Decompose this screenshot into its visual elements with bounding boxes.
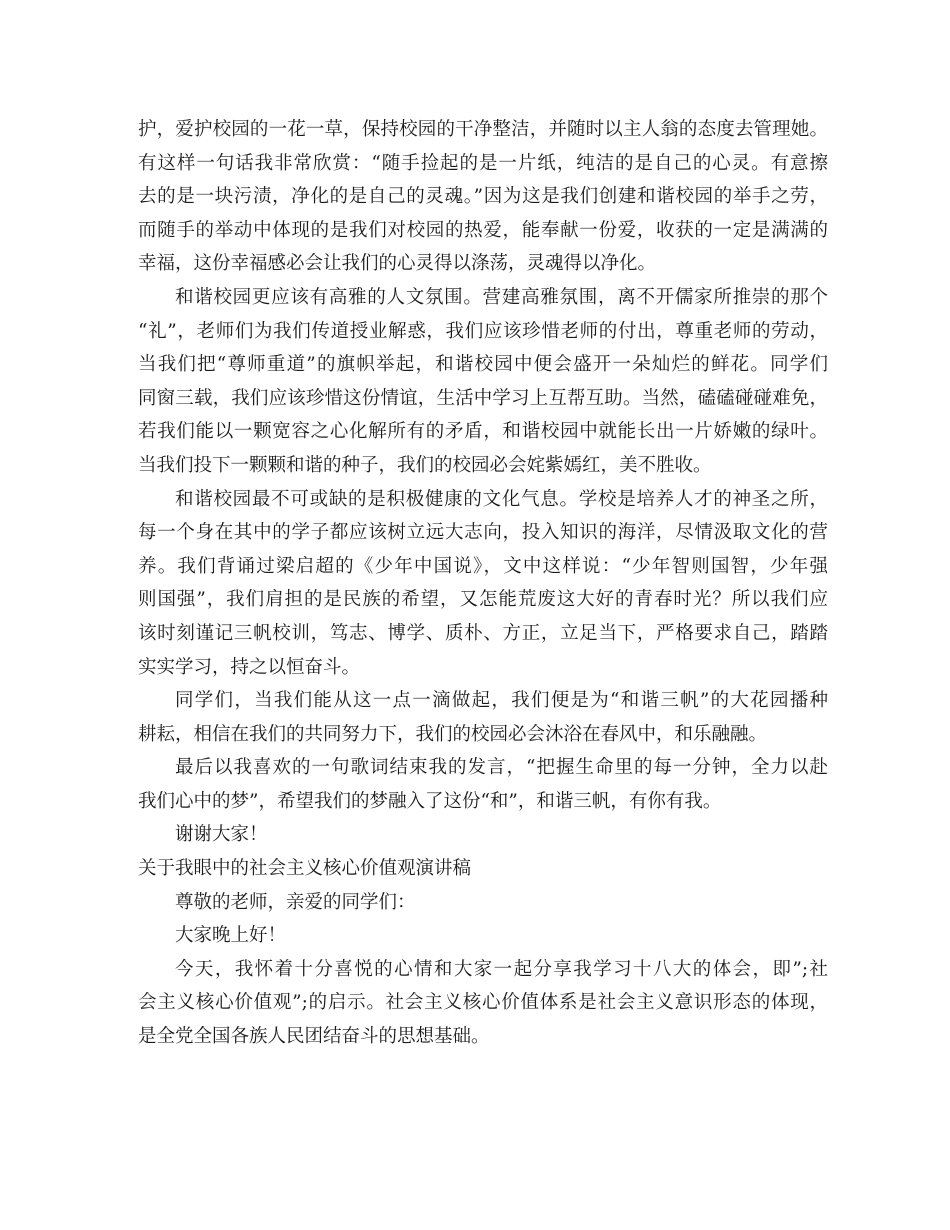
document-body — [138, 113, 828, 1054]
text-line: 今天，我怀着十分喜悦的心情和大家一起分享我学习十八大的体会，即”;社 — [175, 958, 828, 980]
text-line: 当我们投下一颗颗和谐的种子，我们的校园必会姹紫嫣红，美不胜收。 — [138, 454, 712, 476]
text-line: 若我们能以一颗宽容之心化解所有的矛盾，和谐校园中就能长出一片娇嫩的绿叶。 — [138, 421, 828, 443]
text-line: 最后以我喜欢的一句歌词结束我的发言，“把握生命里的每一分钟，全力以赴 — [175, 757, 828, 779]
text-line: 去的是一块污渍，净化的是自己的灵魂。”因为这是我们创建和谐校园的举手之劳， — [138, 186, 828, 208]
text-line: “礼”，老师们为我们传道授业解惑，我们应该珍惜老师的付出，尊重老师的劳动， — [138, 320, 828, 342]
greeting: 大家晚上好！ — [175, 925, 287, 947]
text-line: 是全党全国各族人民团结奋斗的思想基础。 — [138, 1026, 490, 1048]
text-line: 则国强”，我们肩担的是民族的希望，又怎能荒废这大好的青春时光？所以我们应 — [138, 589, 828, 611]
text-line: 和谐校园最不可或缺的是积极健康的文化气息。学校是培养人才的神圣之所， — [175, 488, 828, 510]
salutation: 尊敬的老师，亲爱的同学们： — [175, 891, 416, 913]
text-line: 每一个身在其中的学子都应该树立远大志向，投入知识的海洋，尽情汲取文化的营 — [138, 522, 828, 544]
text-line: 同学们，当我们能从这一点一滴做起，我们便是为“和谐三帆”的大花园播种 — [175, 690, 828, 712]
text-line: 和谐校园更应该有高雅的人文氛围。营建高雅氛围，离不开儒家所推崇的那个 — [175, 286, 828, 308]
text-line: 而随手的举动中体现的是我们对校园的热爱，能奉献一份爱，收获的一定是满满的 — [138, 219, 828, 241]
text-line: 该时刻谨记三帆校训，笃志、博学、质朴、方正，立足当下，严格要求自己，踏踏 — [138, 622, 828, 644]
text-line: 幸福，这份幸福感必会让我们的心灵得以涤荡，灵魂得以净化。 — [138, 253, 657, 275]
text-line: 护，爱护校园的一花一草，保持校园的干净整洁，并随时以主人翁的态度去管理她。 — [138, 119, 828, 140]
text-line: 会主义核心价值观”;的启示。社会主义核心价值体系是社会主义意识形态的体现， — [138, 992, 828, 1014]
section-title: 关于我眼中的社会主义核心价值观演讲稿 — [138, 858, 472, 880]
text-line: 当我们把“尊师重道”的旗帜举起，和谐校园中便会盛开一朵灿烂的鲜花。同学们 — [138, 354, 828, 376]
text-line: 同窗三载，我们应该珍惜这份情谊，生活中学习上互帮互助。当然，磕磕碰碰难免， — [138, 387, 828, 409]
text-line: 有这样一句话我非常欣赏：“随手捡起的是一片纸，纯洁的是自己的心灵。有意擦 — [138, 152, 828, 174]
text-line: 实实学习，持之以恒奋斗。 — [138, 656, 361, 678]
text-line: 耕耘，相信在我们的共同努力下，我们的校园必会沐浴在春风中，和乐融融。 — [138, 723, 768, 745]
text-line: 养。我们背诵过梁启超的《少年中国说》，文中这样说：“少年智则国智，少年强 — [138, 555, 828, 577]
text-line: 我们心中的梦”，希望我们的梦融入了这份“和”，和谐三帆，有你有我。 — [138, 790, 722, 812]
text-line: 谢谢大家！ — [175, 824, 268, 846]
